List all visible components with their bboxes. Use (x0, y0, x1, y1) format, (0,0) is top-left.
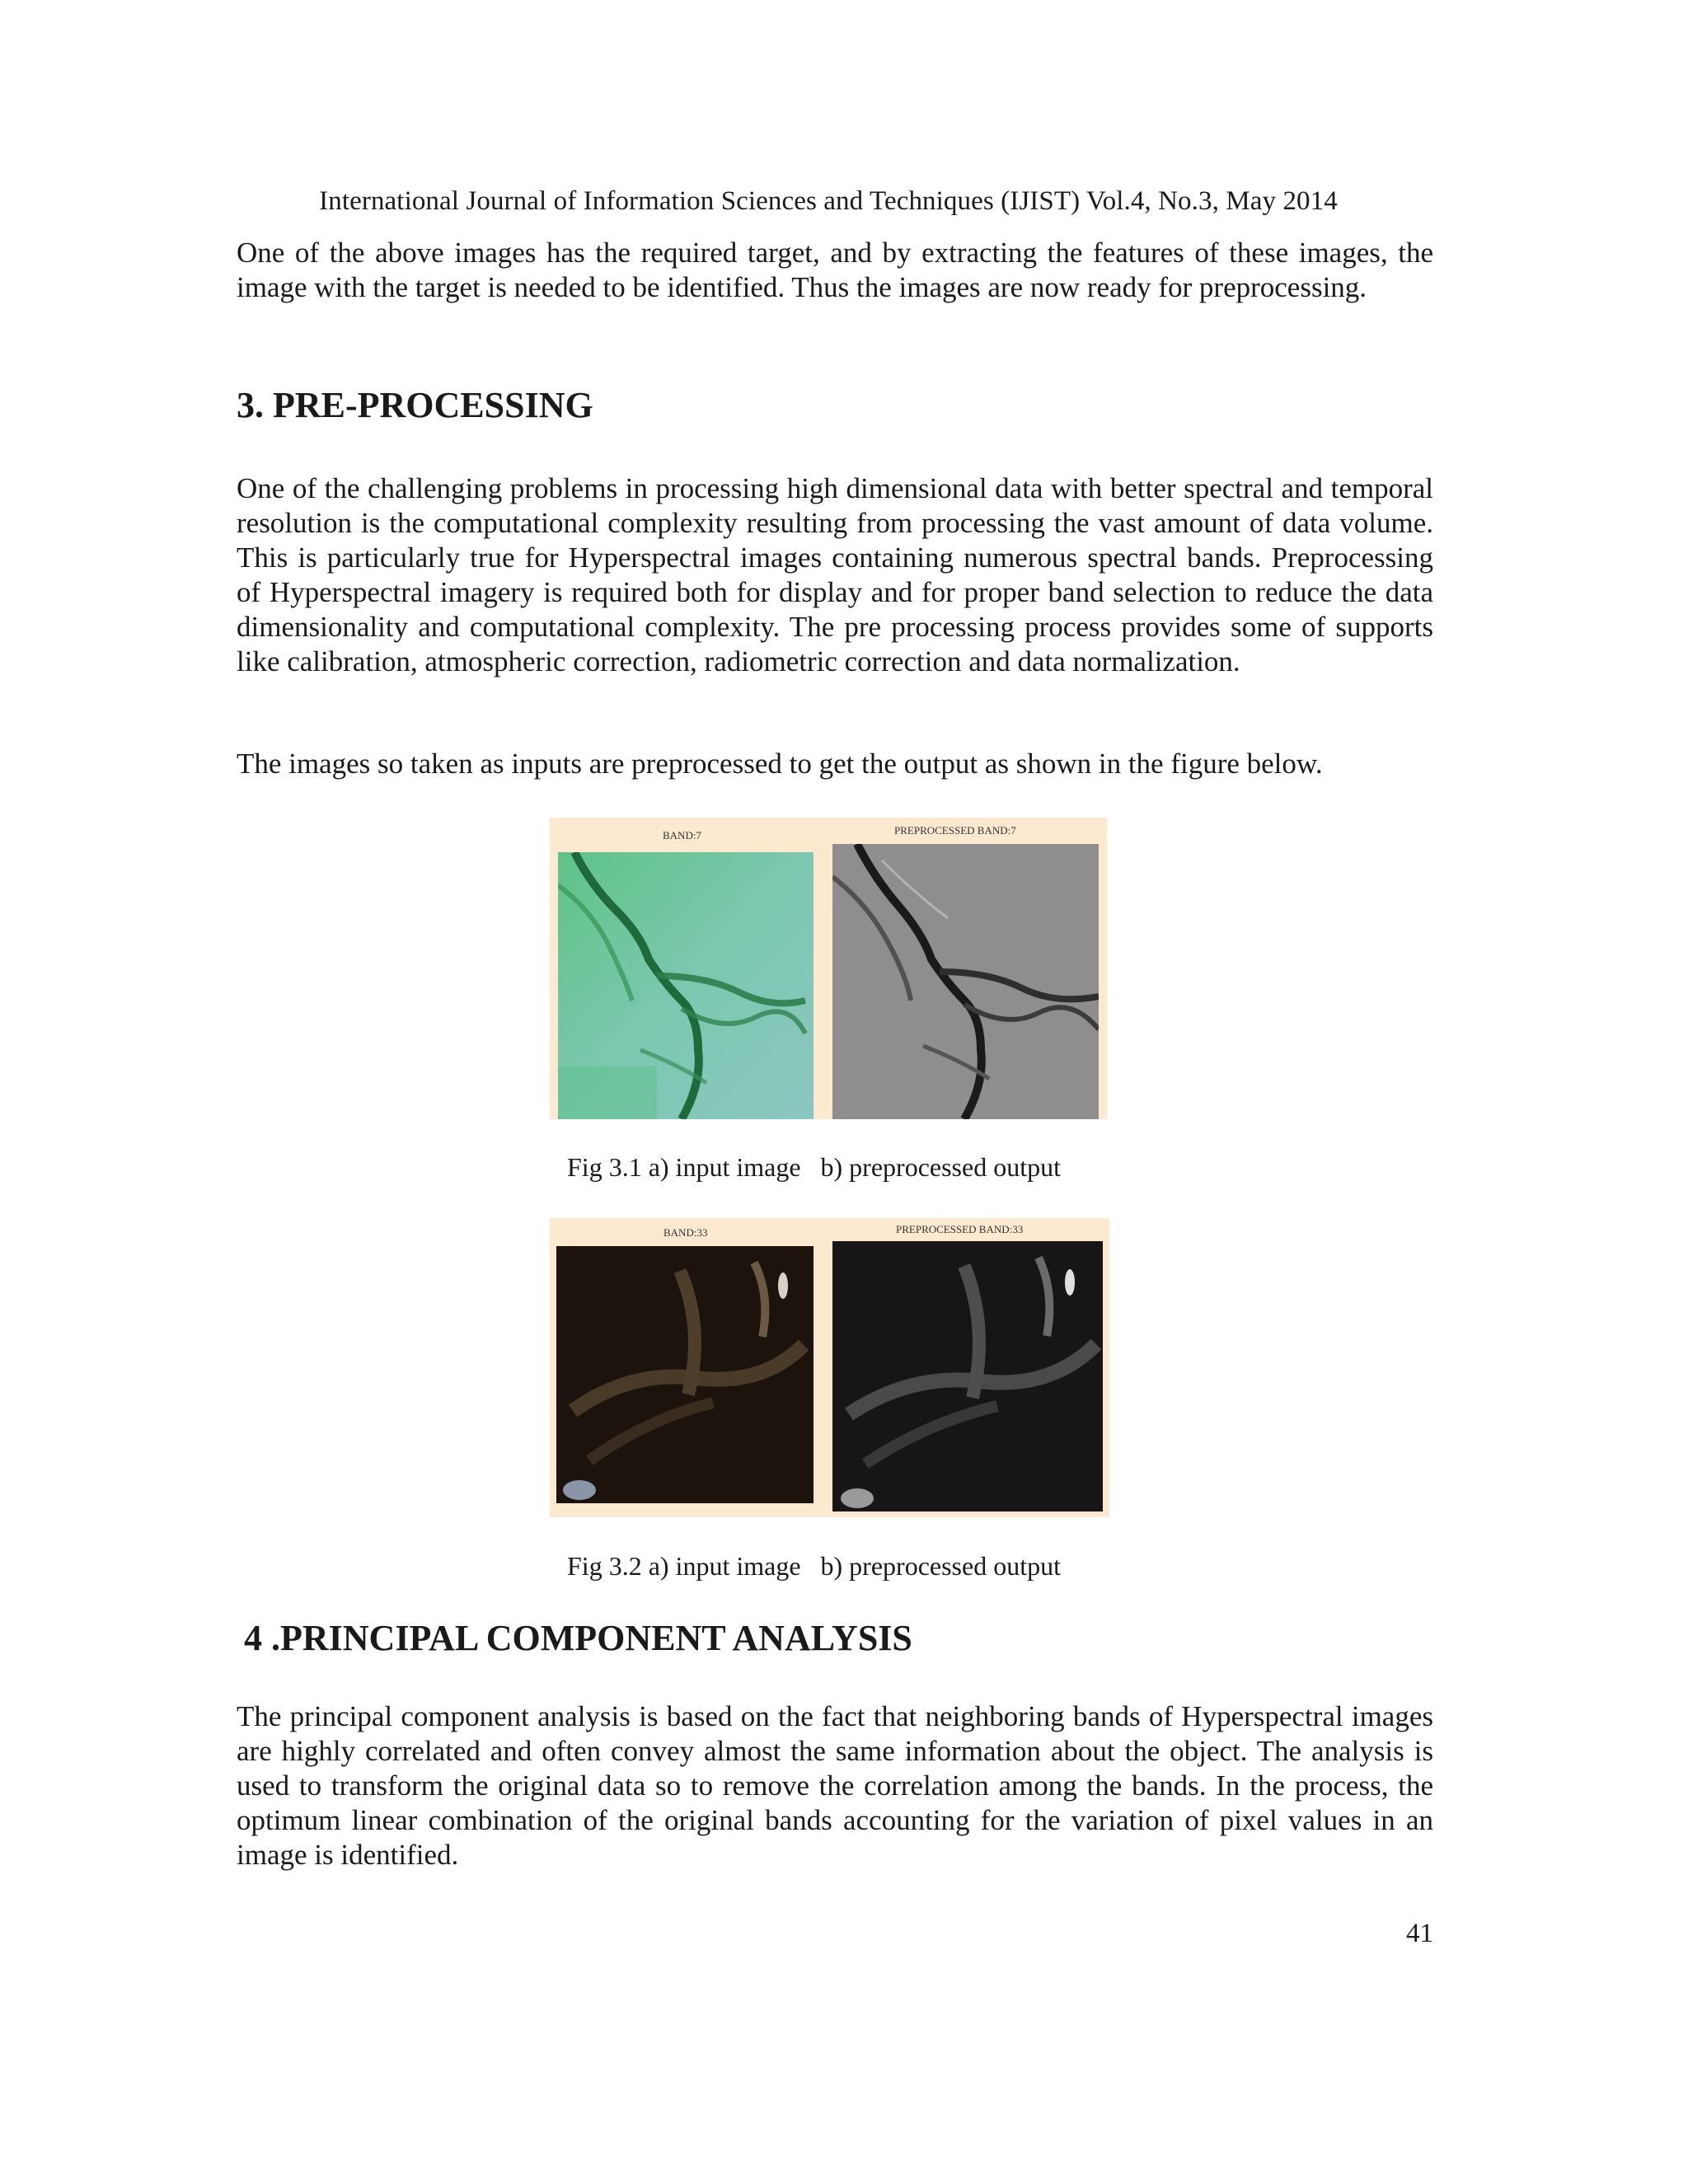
figure-3-2 (550, 1218, 1109, 1517)
figure-3-2-caption-b: b) preprocessed output (820, 1551, 1061, 1581)
figure-3-2-preprocessed-image (832, 1241, 1103, 1511)
section-4-heading: 4 .PRINCIPAL COMPONENT ANALYSIS (244, 1618, 912, 1658)
running-header: International Journal of Information Sciences and Techniques (IJIST) Vol.4, No.3, May 2014 (319, 186, 1338, 216)
figure-3-2-caption-a: Fig 3.2 a) input image (567, 1551, 801, 1581)
intro-paragraph: One of the above images has the required target, and by extracting the features of these images, the image with the target is needed to be identified. Thus the images are now ready for preprocessing. (237, 237, 1433, 303)
section-3-paragraph-2: The images so taken as inputs are preprocessed to get the output as shown in the figure below. (237, 748, 1323, 780)
page-number: 41 (1406, 1919, 1433, 1948)
figure-3-2-input-image (556, 1246, 814, 1503)
figure-3-1-input-image (558, 852, 814, 1119)
figure-3-1-caption (567, 1152, 1061, 1183)
figure-3-2-label-a: BAND:33 (663, 1226, 708, 1239)
figure-3-1-preprocessed-image (832, 844, 1099, 1119)
section-4-paragraph: The principal component analysis is based on the fact that neighboring bands of Hyperspectral images are highly correlated and often convey almost the same information about the object. The analysis is used to transform the original data so to remove the correlation among the bands. In the process, the optimum linear combination of the original bands accounting for the variation of pixel values in an image is identified. (237, 1700, 1433, 1871)
figure-3-1-label-a: BAND:7 (663, 829, 701, 841)
section-3-paragraph-1: One of the challenging problems in processing high dimensional data with better spectral and temporal resolution is the computational complexity resulting from processing the vast amount of data volume. This is particularly true for Hyperspectral images containing numerous spectral bands. Preprocessing of Hyperspectral imagery is required both for display and for proper band selection to reduce the data dimensionality and computational complexity. The pre processing process provides some of supports like calibration, atmospheric correction, radiometric correction and data normalization. (237, 472, 1433, 677)
figure-3-1-caption-b: b) preprocessed output (820, 1152, 1061, 1182)
figure-3-1 (550, 818, 1107, 1119)
figure-3-1-caption-a: Fig 3.1 a) input image (567, 1152, 801, 1182)
figure-3-1-label-b: PREPROCESSED BAND:7 (894, 824, 1016, 837)
figure-3-2-caption (567, 1551, 1061, 1582)
section-3-heading: 3. PRE-PROCESSING (237, 385, 593, 425)
figure-3-2-label-b: PREPROCESSED BAND:33 (896, 1223, 1024, 1235)
